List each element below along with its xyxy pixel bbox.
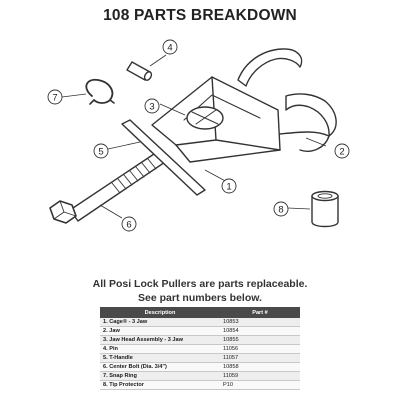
table-row [100,345,300,354]
part-description: 6. Center Bolt (Dia. 3/4") [100,363,220,372]
part-description: 3. Jaw Head Assembly - 3 Jaw [100,336,220,345]
table-row [100,363,300,372]
table-row [100,336,300,345]
svg-text:3: 3 [149,101,155,113]
svg-text:8: 8 [278,204,284,216]
svg-text:1: 1 [226,181,232,193]
bolt-hex-head [50,201,76,223]
parts-table [100,307,300,390]
table-row [100,327,300,336]
part-number: 11059 [220,372,300,381]
callout-3 [145,99,159,113]
svg-text:6: 6 [126,219,132,231]
callout-4 [163,40,177,54]
part-description: 2. Jaw [100,327,220,336]
part-number: 10853 [220,318,300,327]
callout-1 [222,179,236,193]
part-number: 10858 [220,363,300,372]
replaceable-note: All Posi Lock Pullers are parts replaceable. [92,278,308,290]
part-number-header: Part # [220,307,300,318]
table-row [100,381,300,390]
description-header: Description [100,307,220,318]
part-number: 10855 [220,336,300,345]
table-row [100,318,300,327]
upper-jaw [238,49,302,86]
part-number: 11057 [220,354,300,363]
right-jaw-tip [280,132,329,151]
page-title: 108 PARTS BREAKDOWN [103,7,297,24]
table-row [100,354,300,363]
callout-2 [335,144,349,158]
callout-6 [122,217,136,231]
part-number: P10 [220,381,300,390]
part-numbers-note: See part numbers below. [138,292,262,304]
callout-5 [94,144,108,158]
part-description: 8. Tip Protector [100,381,220,390]
svg-text:5: 5 [98,146,104,158]
part-number: 11056 [220,345,300,354]
svg-text:2: 2 [339,146,345,158]
part-description: 7. Snap Ring [100,372,220,381]
table-row [100,372,300,381]
callout-7 [48,90,62,104]
svg-text:4: 4 [167,42,173,54]
center-bolt [70,150,168,221]
svg-text:7: 7 [52,92,58,104]
part-description: 1. Cage® - 3 Jaw [100,318,220,327]
right-jaw [286,94,336,136]
part-description: 5. T-Handle [100,354,220,363]
callout-8 [274,202,288,216]
part-number: 10854 [220,327,300,336]
snap-ring [86,80,112,103]
part-description: 4. Pin [100,345,220,354]
